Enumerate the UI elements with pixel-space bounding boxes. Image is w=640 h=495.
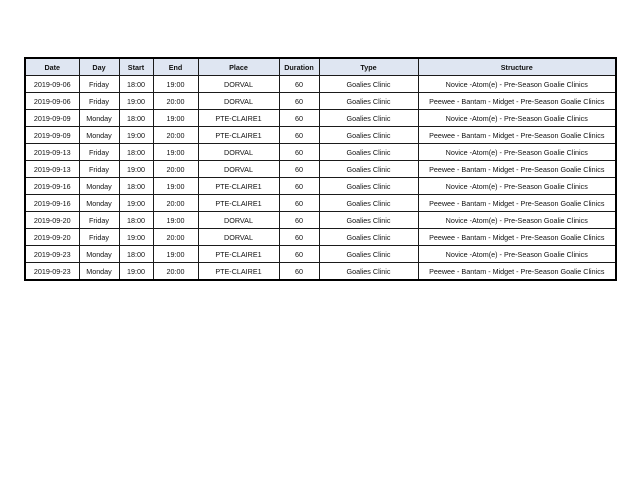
end-cell: 19:00 — [153, 178, 198, 195]
place-cell: PTE-CLAIRE1 — [198, 246, 279, 263]
date-cell: 2019-09-16 — [25, 195, 79, 212]
start-cell: 18:00 — [119, 246, 153, 263]
start-cell: 18:00 — [119, 212, 153, 229]
date-cell: 2019-09-06 — [25, 76, 79, 93]
duration-cell: 60 — [279, 127, 319, 144]
column-header-end: End — [153, 58, 198, 76]
type-cell: Goalies Clinic — [319, 161, 418, 178]
day-cell: Monday — [79, 246, 119, 263]
date-cell: 2019-09-23 — [25, 246, 79, 263]
column-header-date: Date — [25, 58, 79, 76]
place-cell: PTE-CLAIRE1 — [198, 178, 279, 195]
column-header-duration: Duration — [279, 58, 319, 76]
place-cell: PTE-CLAIRE1 — [198, 195, 279, 212]
table-row — [25, 76, 616, 93]
type-cell: Goalies Clinic — [319, 195, 418, 212]
start-cell: 18:00 — [119, 178, 153, 195]
day-cell: Friday — [79, 161, 119, 178]
type-cell: Goalies Clinic — [319, 263, 418, 281]
structure-cell: Novice -Atom(e) - Pre-Season Goalie Clinics — [418, 212, 616, 229]
table-row — [25, 161, 616, 178]
end-cell: 19:00 — [153, 212, 198, 229]
end-cell: 20:00 — [153, 263, 198, 281]
end-cell: 19:00 — [153, 144, 198, 161]
place-cell: DORVAL — [198, 76, 279, 93]
column-header-start: Start — [119, 58, 153, 76]
end-cell: 20:00 — [153, 195, 198, 212]
type-cell: Goalies Clinic — [319, 110, 418, 127]
structure-cell: Novice -Atom(e) - Pre-Season Goalie Clinics — [418, 246, 616, 263]
date-cell: 2019-09-13 — [25, 144, 79, 161]
table-row — [25, 93, 616, 110]
start-cell: 19:00 — [119, 161, 153, 178]
place-cell: DORVAL — [198, 93, 279, 110]
structure-cell: Peewee - Bantam - Midget - Pre-Season Goalie Clinics — [418, 195, 616, 212]
table-body — [25, 76, 616, 281]
end-cell: 19:00 — [153, 76, 198, 93]
type-cell: Goalies Clinic — [319, 76, 418, 93]
column-header-structure: Structure — [418, 58, 616, 76]
end-cell: 20:00 — [153, 161, 198, 178]
type-cell: Goalies Clinic — [319, 212, 418, 229]
day-cell: Friday — [79, 144, 119, 161]
day-cell: Monday — [79, 127, 119, 144]
date-cell: 2019-09-09 — [25, 110, 79, 127]
start-cell: 19:00 — [119, 127, 153, 144]
structure-cell: Novice -Atom(e) - Pre-Season Goalie Clinics — [418, 110, 616, 127]
start-cell: 18:00 — [119, 76, 153, 93]
table-header-row — [25, 58, 616, 76]
place-cell: PTE-CLAIRE1 — [198, 127, 279, 144]
structure-cell: Peewee - Bantam - Midget - Pre-Season Goalie Clinics — [418, 161, 616, 178]
duration-cell: 60 — [279, 76, 319, 93]
duration-cell: 60 — [279, 178, 319, 195]
duration-cell: 60 — [279, 161, 319, 178]
day-cell: Friday — [79, 229, 119, 246]
type-cell: Goalies Clinic — [319, 178, 418, 195]
date-cell: 2019-09-20 — [25, 229, 79, 246]
type-cell: Goalies Clinic — [319, 144, 418, 161]
table-row — [25, 263, 616, 281]
end-cell: 19:00 — [153, 110, 198, 127]
table-row — [25, 195, 616, 212]
date-cell: 2019-09-13 — [25, 161, 79, 178]
type-cell: Goalies Clinic — [319, 229, 418, 246]
duration-cell: 60 — [279, 93, 319, 110]
start-cell: 19:00 — [119, 93, 153, 110]
place-cell: PTE-CLAIRE1 — [198, 110, 279, 127]
type-cell: Goalies Clinic — [319, 93, 418, 110]
type-cell: Goalies Clinic — [319, 246, 418, 263]
end-cell: 20:00 — [153, 93, 198, 110]
table-row — [25, 178, 616, 195]
table-row — [25, 127, 616, 144]
duration-cell: 60 — [279, 246, 319, 263]
start-cell: 18:00 — [119, 144, 153, 161]
date-cell: 2019-09-09 — [25, 127, 79, 144]
duration-cell: 60 — [279, 110, 319, 127]
duration-cell: 60 — [279, 212, 319, 229]
day-cell: Monday — [79, 195, 119, 212]
structure-cell: Novice -Atom(e) - Pre-Season Goalie Clinics — [418, 178, 616, 195]
structure-cell: Peewee - Bantam - Midget - Pre-Season Goalie Clinics — [418, 263, 616, 281]
duration-cell: 60 — [279, 195, 319, 212]
duration-cell: 60 — [279, 229, 319, 246]
day-cell: Friday — [79, 76, 119, 93]
place-cell: DORVAL — [198, 229, 279, 246]
date-cell: 2019-09-16 — [25, 178, 79, 195]
date-cell: 2019-09-06 — [25, 93, 79, 110]
structure-cell: Novice -Atom(e) - Pre-Season Goalie Clinics — [418, 76, 616, 93]
structure-cell: Peewee - Bantam - Midget - Pre-Season Goalie Clinics — [418, 93, 616, 110]
start-cell: 19:00 — [119, 229, 153, 246]
day-cell: Monday — [79, 263, 119, 281]
start-cell: 18:00 — [119, 110, 153, 127]
day-cell: Monday — [79, 110, 119, 127]
end-cell: 20:00 — [153, 127, 198, 144]
structure-cell: Peewee - Bantam - Midget - Pre-Season Goalie Clinics — [418, 229, 616, 246]
day-cell: Monday — [79, 178, 119, 195]
column-header-place: Place — [198, 58, 279, 76]
structure-cell: Peewee - Bantam - Midget - Pre-Season Goalie Clinics — [418, 127, 616, 144]
schedule-table — [24, 57, 617, 281]
date-cell: 2019-09-20 — [25, 212, 79, 229]
duration-cell: 60 — [279, 144, 319, 161]
column-header-day: Day — [79, 58, 119, 76]
end-cell: 19:00 — [153, 246, 198, 263]
structure-cell: Novice -Atom(e) - Pre-Season Goalie Clinics — [418, 144, 616, 161]
day-cell: Friday — [79, 93, 119, 110]
place-cell: DORVAL — [198, 144, 279, 161]
date-cell: 2019-09-23 — [25, 263, 79, 281]
end-cell: 20:00 — [153, 229, 198, 246]
type-cell: Goalies Clinic — [319, 127, 418, 144]
place-cell: DORVAL — [198, 161, 279, 178]
start-cell: 19:00 — [119, 263, 153, 281]
column-header-type: Type — [319, 58, 418, 76]
table-row — [25, 144, 616, 161]
table-row — [25, 212, 616, 229]
day-cell: Friday — [79, 212, 119, 229]
place-cell: DORVAL — [198, 212, 279, 229]
place-cell: PTE-CLAIRE1 — [198, 263, 279, 281]
table-row — [25, 229, 616, 246]
table-row — [25, 246, 616, 263]
duration-cell: 60 — [279, 263, 319, 281]
table-row — [25, 110, 616, 127]
start-cell: 19:00 — [119, 195, 153, 212]
